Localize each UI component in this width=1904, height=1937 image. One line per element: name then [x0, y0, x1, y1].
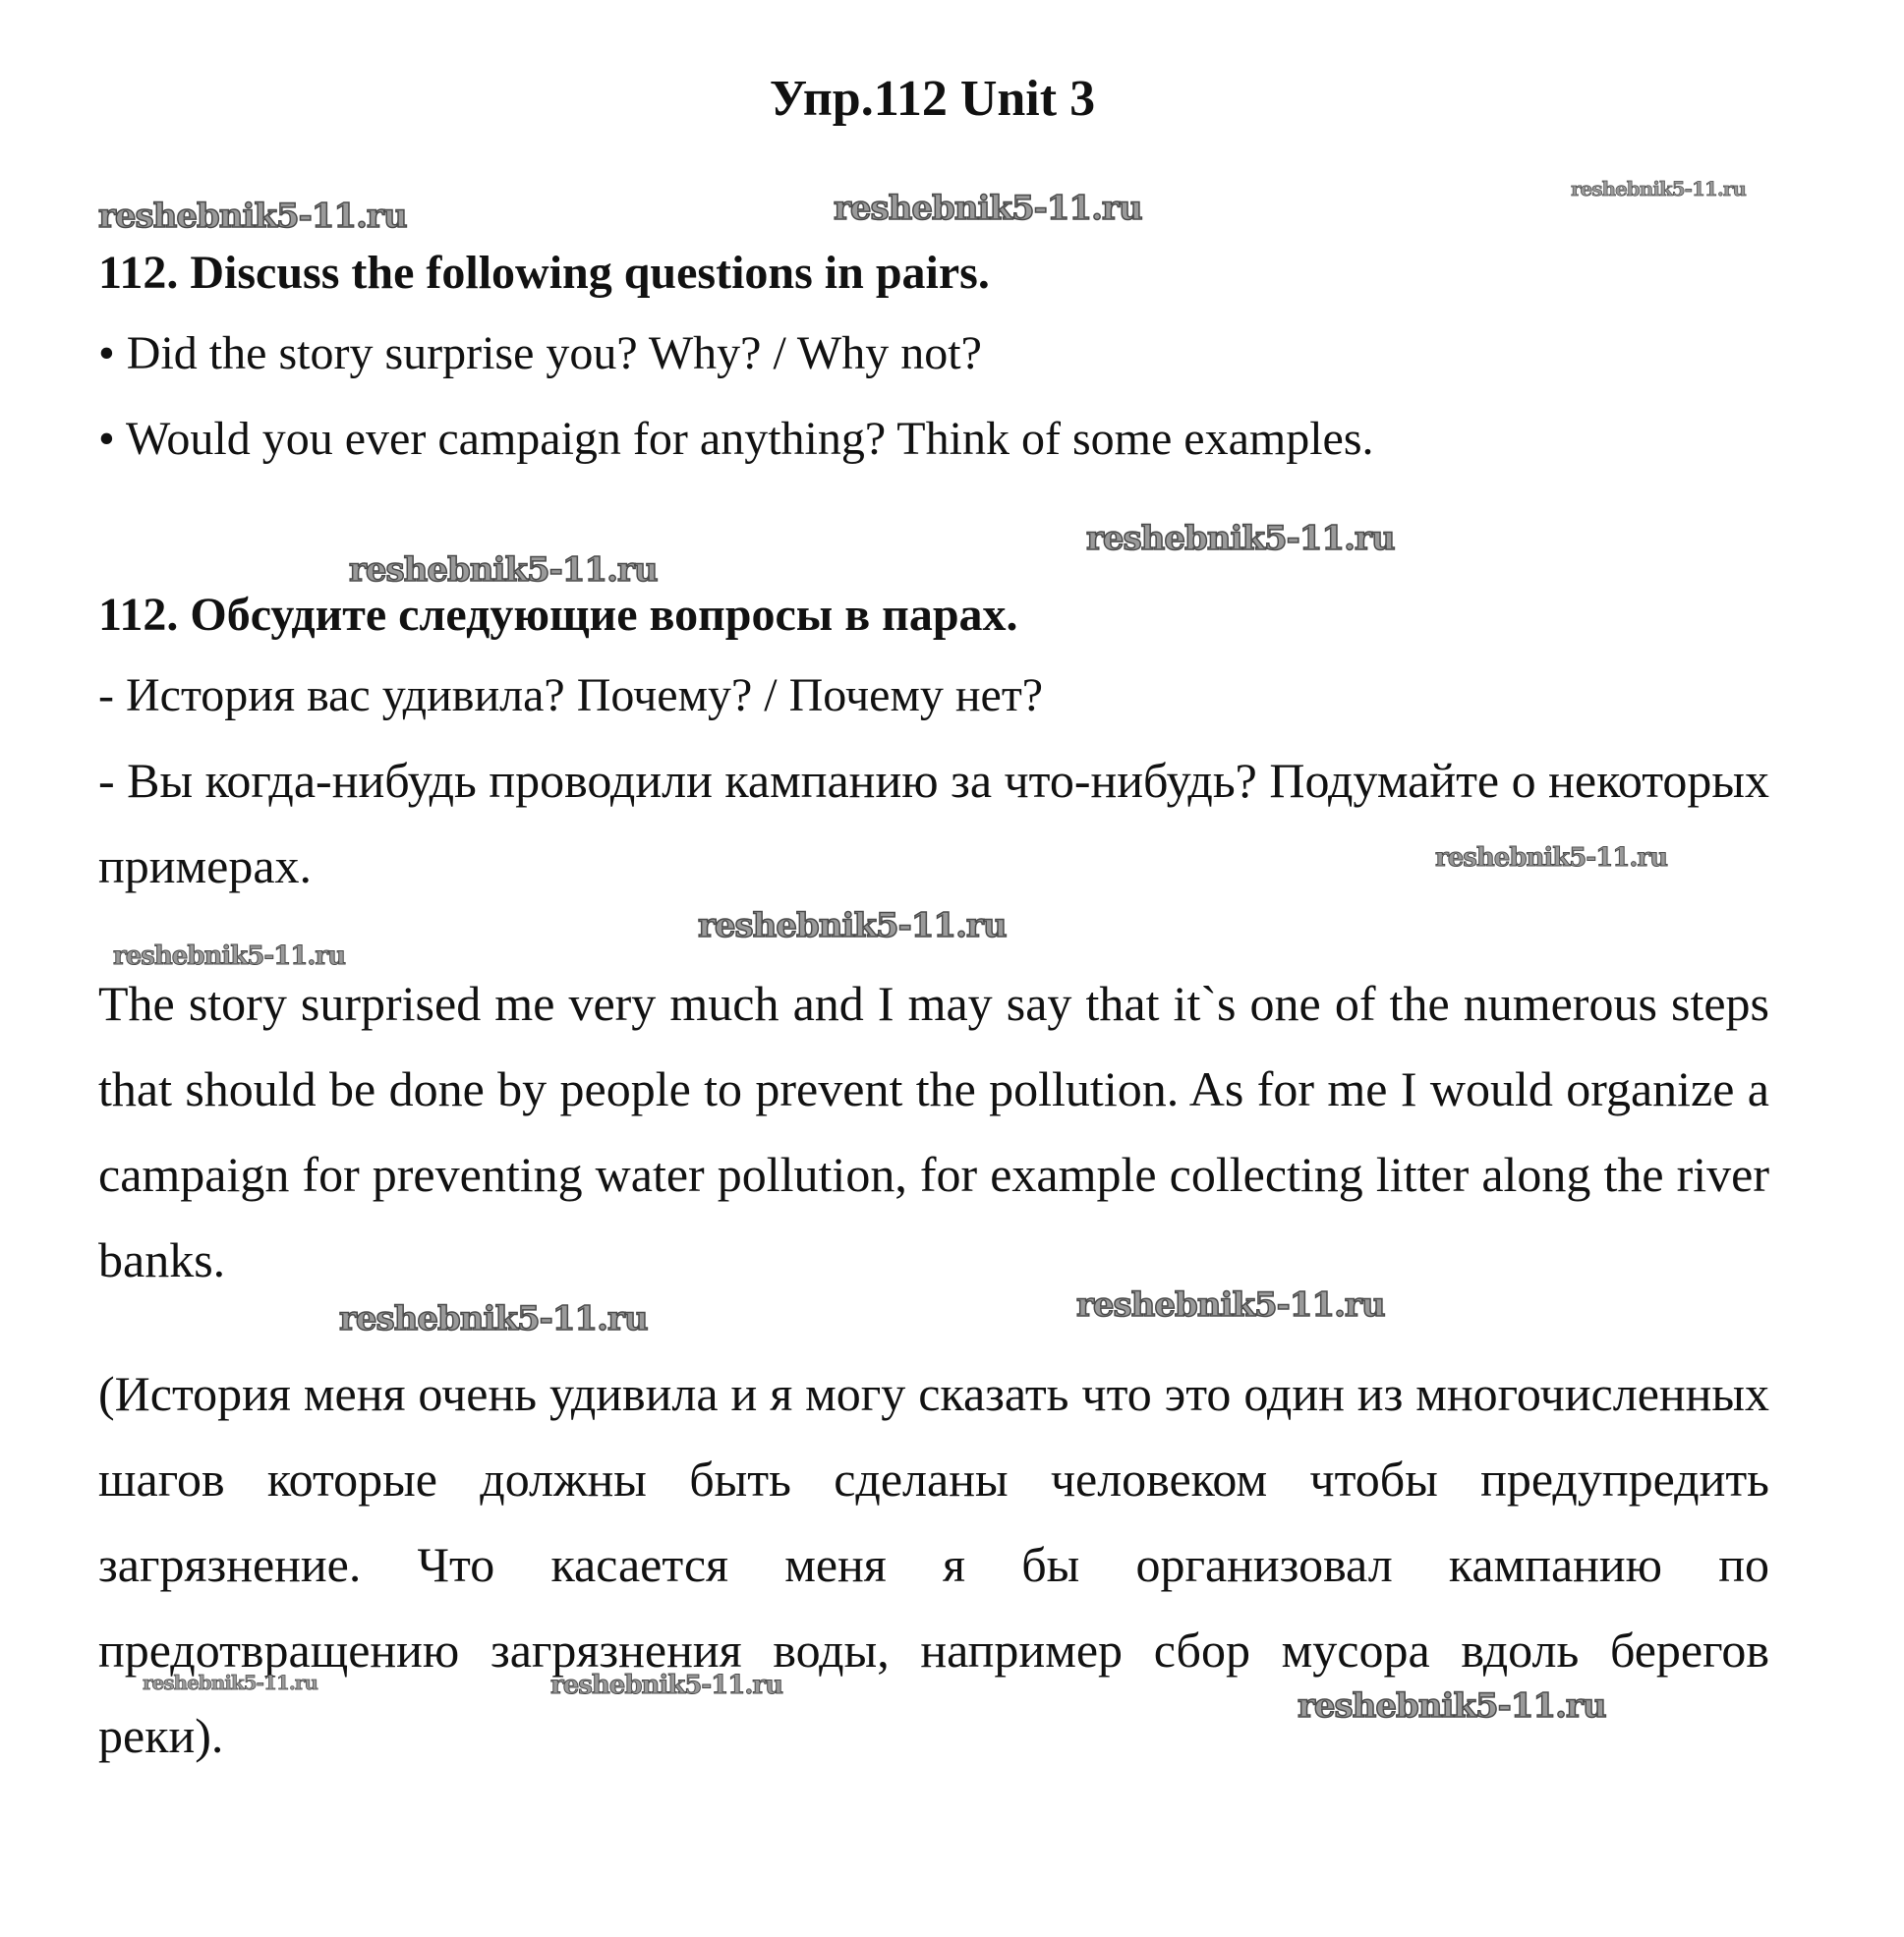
watermark: reshebnik5-11.ru [834, 189, 1142, 228]
english-question-2: • Would you ever campaign for anything? Think of some examples. [98, 413, 1374, 465]
watermark: reshebnik5-11.ru [1571, 177, 1746, 200]
watermark: reshebnik5-11.ru [339, 1299, 648, 1339]
watermark: reshebnik5-11.ru [349, 550, 658, 590]
russian-task-heading: 112. Обсудите следующие вопросы в парах. [98, 589, 1018, 641]
english-task-heading: 112. Discuss the following questions in pairs. [98, 247, 990, 299]
watermark: reshebnik5-11.ru [98, 197, 407, 236]
page-title: Упр.112 Unit 3 [769, 71, 1096, 127]
watermark: reshebnik5-11.ru [1086, 519, 1395, 558]
english-answer-text: The story surprised me very much and I may say that it`s one of the numerous steps that should be done by people to prevent the pollution. As for me I would organize a campaign for preventing water pollution, for example collecting litter along the river banks. [98, 976, 1769, 1287]
watermark: reshebnik5-11.ru [143, 1671, 317, 1694]
watermark: reshebnik5-11.ru [1076, 1285, 1385, 1325]
russian-question-2: - Вы когда-нибудь проводили кампанию за что-нибудь? Подумайте о некоторых примерах. [98, 753, 1769, 893]
russian-question-1: - История вас удивила? Почему? / Почему нет? [98, 669, 1044, 721]
english-task [98, 234, 1769, 482]
russian-answer-text: (История меня очень удивила и я могу сказать что это один из многочисленных шагов которые должны быть сделаны человеком чтобы предупредить загрязнение. Что касается меня я бы организовал кампанию по предотвращению загрязнения воды, например сбор мусора вдоль берегов реки). [98, 1366, 1769, 1763]
watermark: reshebnik5-11.ru [1435, 843, 1668, 873]
watermark: reshebnik5-11.ru [1298, 1686, 1606, 1726]
watermark: reshebnik5-11.ru [113, 941, 346, 971]
russian-task [98, 576, 1769, 909]
watermark: reshebnik5-11.ru [550, 1671, 783, 1700]
english-question-1: • Did the story surprise you? Why? / Why not? [98, 327, 982, 379]
watermark: reshebnik5-11.ru [698, 906, 1007, 945]
english-answer [98, 961, 1769, 1303]
russian-answer [98, 1351, 1769, 1779]
